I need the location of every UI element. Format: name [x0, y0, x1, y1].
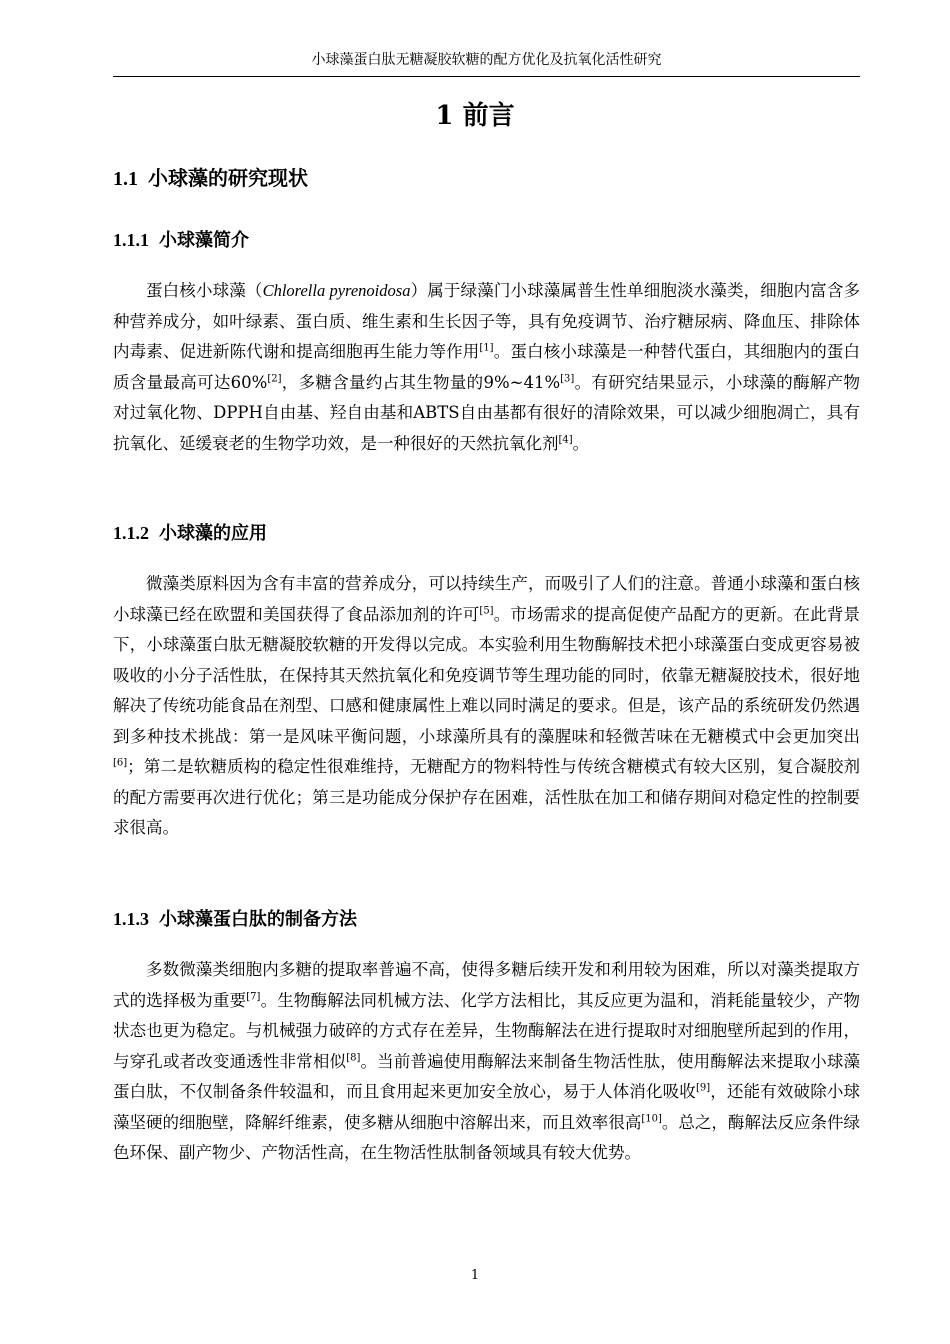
- text-run: 蛋白核小球藻（: [146, 281, 263, 300]
- text-run: 微藻类原料因为含有丰富的营养成分，可以持续生产，而吸引了人们的注意。普通小球藻和蛋白核小球藻已经在欧盟和美国获得了食品添加剂的许可: [113, 574, 860, 624]
- text-run: 。: [572, 433, 590, 453]
- section-title: 小球藻简介: [159, 230, 249, 251]
- paragraph-chlorella-application: [113, 569, 860, 844]
- citation-ref[interactable]: [1]: [479, 342, 494, 354]
- text-run: 。总之，酶解法反应条件绿色环保、副产物少、产物活性高，在生物活性肽制备领域具有较大优势。: [113, 1112, 861, 1162]
- running-header: 小球藻蛋白肽无糖凝胶软糖的配方优化及抗氧化活性研究: [311, 52, 662, 68]
- citation-ref[interactable]: [7]: [246, 991, 261, 1002]
- text-run: 多数微藻类细胞内多糖的提取率普遍不高，使得多糖后续开发和利用较为困难，所以对藻类提取方式的选择极为重要: [113, 960, 860, 1010]
- citation-ref[interactable]: [4]: [558, 434, 573, 445]
- section-number: 1.1.1: [113, 230, 149, 250]
- citation-ref[interactable]: [6]: [113, 757, 128, 769]
- header-rule: [113, 76, 860, 77]
- text-run: 。有研究结果显示，小球藻的酶解产物对过氧化物、DPPH自由基、羟自由基和ABTS自由基都有很好的清除效果，可以减少细胞凋亡，具有抗氧化、延缓衰老的生物学功效，是一种很好的天然抗氧化剂: [113, 372, 860, 453]
- paragraph-chlorella-intro: [113, 276, 860, 459]
- section-number: 1.1: [113, 168, 138, 190]
- citation-ref[interactable]: [2]: [267, 373, 282, 384]
- section-heading-1-1-3: [113, 905, 357, 934]
- latin-species-name: Chlorella pyrenoidosa: [262, 281, 411, 300]
- text-run: 。当前普遍使用酶解法来制备生物活性肽，使用酶解法来提取小球藻蛋白肽，不仅制备条件较温和，而且食用起来更加安全放心，易于人体消化吸收: [113, 1051, 861, 1101]
- text-run: ；第二是软糖质构的稳定性很难维持，无糖配方的物料特性与传统含糖模式有较大区别，复合凝胶剂的配方需要再次进行优化；第三是功能成分保护存在困难，活性肽在加工和储存期间对稳定性的控制要求很高。: [113, 757, 860, 837]
- page-number: 1: [470, 1268, 480, 1283]
- section-number: 1.1.2: [113, 523, 149, 543]
- text-run: 。市场需求的提高促使产品配方的更新。在此背景下，小球藻蛋白肽无糖凝胶软糖的开发得以完成。本实验利用生物酶解技术把小球藻蛋白变成更容易被吸收的小分子活性肽，在保持其天然抗氧化和免疫调节等生理功能的同时，依靠无糖凝胶技术，很好地解决了传统功能食品在剂型、口感和健康属性上难以同时满足的要求。但是，该产品的系统研发仍然遇到多种技术挑战：第一是风味平衡问题，小球藻所具有的藻腥味和轻微苦味在无糖模式中会更加突出: [113, 604, 861, 746]
- section-heading-1-1-1: [113, 226, 249, 255]
- section-title: 小球藻的应用: [159, 523, 267, 544]
- section-heading-1-1: [113, 163, 308, 194]
- text-run: 。蛋白核小球藻是一种替代蛋白，其细胞内的蛋白质含量最高可达60%: [113, 342, 861, 392]
- section-title: 小球藻蛋白肽的制备方法: [159, 909, 357, 930]
- citation-ref[interactable]: [3]: [560, 373, 575, 384]
- citation-ref[interactable]: [5]: [479, 605, 494, 616]
- text-run: ，多糖含量约占其生物量的9%~41%: [281, 372, 561, 392]
- paragraph-preparation-method: [113, 955, 860, 1169]
- citation-ref[interactable]: [8]: [346, 1052, 361, 1063]
- section-heading-1-1-2: [113, 519, 267, 548]
- section-title: 小球藻的研究现状: [148, 166, 308, 190]
- text-run: 。生物酶解法同机械方法、化学方法相比，其反应更为温和，消耗能量较少，产物状态也更为稳定。与机械强力破碎的方式存在差异，生物酶解法在进行提取时对细胞壁所起到的作用，与穿孔或者改变通透性非常相似: [113, 990, 861, 1071]
- text-run: ，还能有效破除小球藻坚硬的细胞壁，降解纤维素，使多糖从细胞中溶解出来，而且效率很高: [113, 1082, 861, 1132]
- citation-ref[interactable]: [10]: [641, 1113, 662, 1124]
- section-number: 1.1.3: [113, 909, 149, 929]
- chapter-title: 1 前言: [435, 101, 515, 131]
- text-run: ）属于绿藻门小球藻属普生性单细胞淡水藻类，细胞内富含多种营养成分，如叶绿素、蛋白质、维生素和生长因子等，具有免疫调节、治疗糖尿病、降血压、排除体内毒素、促进新陈代谢和提高细胞再生能力等作用: [113, 281, 861, 361]
- citation-ref[interactable]: [9]: [695, 1082, 711, 1094]
